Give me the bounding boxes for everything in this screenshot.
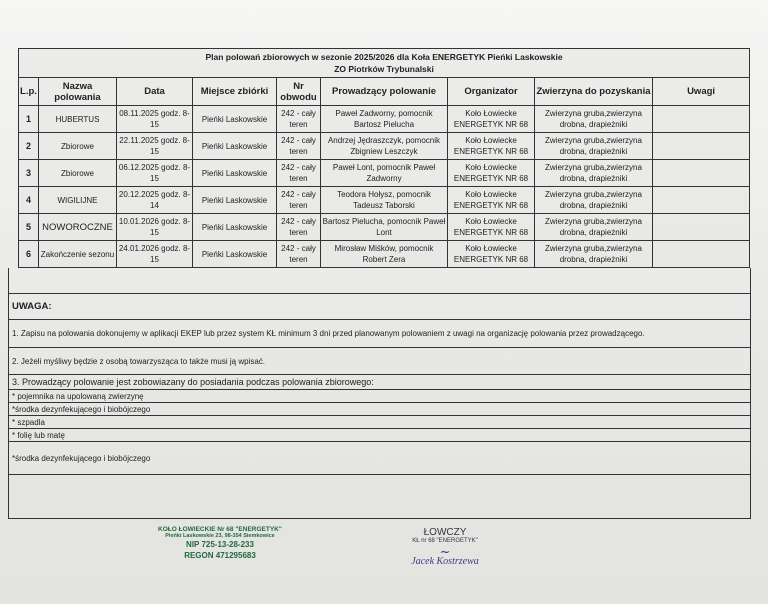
table-cell: Koło Łowiecke ENERGETYK NR 68 <box>448 106 535 133</box>
table-cell: 24.01.2026 godz. 8-15 <box>117 241 193 268</box>
note-3: 3. Prowadzący polowanie jest zobowiazany do posiadania podczas polowania zbiorowego: <box>9 375 750 390</box>
table-cell: 242 - cały teren <box>277 106 321 133</box>
table-cell: Zwierzyna gruba,zwierzyna drobna, drapieżniki <box>535 160 653 187</box>
table-cell: Pieńki Laskowskie <box>193 160 277 187</box>
table-cell: 6 <box>19 241 39 268</box>
column-header: Data <box>117 78 193 106</box>
table-cell: 22.11.2025 godz. 8-15 <box>117 133 193 160</box>
table-cell <box>653 133 750 160</box>
table-row <box>19 187 750 214</box>
table-cell: Bartosz Pielucha, pomocnik Paweł Lont <box>321 214 448 241</box>
table-title: Plan polowań zbiorowych w sezonie 2025/2026 dla Koła ENERGETYK Pieńki Laskowskie ZO Piotrków Trybunalski <box>19 49 750 78</box>
table-cell: Zwierzyna gruba,zwierzyna drobna, drapieżniki <box>535 187 653 214</box>
table-cell: 242 - cały teren <box>277 160 321 187</box>
hunt-plan-table <box>18 48 750 268</box>
column-header: Zwierzyna do pozyskania <box>535 78 653 106</box>
column-header: L.p. <box>19 78 39 106</box>
table-cell: 1 <box>19 106 39 133</box>
table-cell: 242 - cały teren <box>277 241 321 268</box>
table-cell: 4 <box>19 187 39 214</box>
table-cell <box>653 214 750 241</box>
note-item: * folię lub matę <box>9 429 750 442</box>
table-row <box>19 214 750 241</box>
table-cell: Mirosław Miśków, pomocnik Robert Zera <box>321 241 448 268</box>
table-cell: 3 <box>19 160 39 187</box>
table-cell: Pieńki Laskowskie <box>193 106 277 133</box>
table-cell: 242 - cały teren <box>277 187 321 214</box>
table-cell: Pieńki Laskowskie <box>193 241 277 268</box>
table-cell: 2 <box>19 133 39 160</box>
table-cell: Zwierzyna gruba,zwierzyna drobna, drapieżniki <box>535 241 653 268</box>
table-cell: Koło Łowiecke ENERGETYK NR 68 <box>448 160 535 187</box>
table-cell <box>653 241 750 268</box>
column-header: Uwagi <box>653 78 750 106</box>
table-cell: WIGILIJNE <box>39 187 117 214</box>
table-cell: 5 <box>19 214 39 241</box>
table-cell: Zwierzyna gruba,zwierzyna drobna, drapieżniki <box>535 133 653 160</box>
table-cell: Zwierzyna gruba,zwierzyna drobna, drapieżniki <box>535 106 653 133</box>
table-cell: 20.12.2025 godz. 8-14 <box>117 187 193 214</box>
table-cell <box>653 160 750 187</box>
note-1: 1. Zapisu na polowania dokonujemy w aplikacji EKEP lub przez system KŁ minimum 3 dni przed planowanym polowaniem z uwagi na organizację polowania przez prowadzącego. <box>9 320 750 348</box>
table-cell: Zbiorowe <box>39 133 117 160</box>
table-cell: Pieńki Laskowskie <box>193 187 277 214</box>
header-row <box>19 78 750 106</box>
note-item: * szpadla <box>9 416 750 429</box>
club-stamp: KOŁO ŁOWIECKIE Nr 68 "ENERGETYK" Pieńki Laskowskie 23, 98-354 Siemkowice NIP 725-13-28-233 REGON 471295683 <box>158 526 282 560</box>
note-2: 2. Jeżeli myśliwy będzie z osobą towarzysząca to także musi ją wpisać. <box>9 348 750 375</box>
column-header: Prowadzący polowanie <box>321 78 448 106</box>
table-cell: Zwierzyna gruba,zwierzyna drobna, drapieżniki <box>535 214 653 241</box>
table-cell: Teodora Hołysz, pomocnik Tadeusz Taborski <box>321 187 448 214</box>
table-cell: Koło Łowiecke ENERGETYK NR 68 <box>448 241 535 268</box>
table-cell: Koło Łowiecke ENERGETYK NR 68 <box>448 133 535 160</box>
table-cell <box>653 187 750 214</box>
signature-block: ŁOWCZY KŁ nr 68 "ENERGETYK" ~ Jacek Kostrzewa <box>385 527 505 567</box>
table-cell: Paweł Lont, pomocnik Paweł Zadworny <box>321 160 448 187</box>
table-cell: Pieńki Laskowskie <box>193 133 277 160</box>
table-cell: Koło Łowiecke ENERGETYK NR 68 <box>448 187 535 214</box>
table-cell: 10.01.2026 godz. 8-15 <box>117 214 193 241</box>
table-cell: Koło Łowiecke ENERGETYK NR 68 <box>448 214 535 241</box>
notes-heading: UWAGA: <box>9 294 750 320</box>
table-cell: NOWOROCZNE <box>39 214 117 241</box>
table-cell: Zbiorowe <box>39 160 117 187</box>
table-cell: 08.11.2025 godz. 8-15 <box>117 106 193 133</box>
table-cell: Andrzej Jędraszczyk, pomocnik Zbigniew Leszczyk <box>321 133 448 160</box>
table-cell <box>653 106 750 133</box>
table-cell: 242 - cały teren <box>277 133 321 160</box>
table-cell: Pieńki Laskowskie <box>193 214 277 241</box>
note-item: * pojemnika na upolowaną zwierzynę <box>9 390 750 403</box>
notes-section <box>8 268 751 519</box>
note-item: *środka dezynfekującego i biobójczego <box>9 442 750 475</box>
column-header: Miejsce zbiórki <box>193 78 277 106</box>
table-row <box>19 106 750 133</box>
column-header: Nr obwodu <box>277 78 321 106</box>
table-row <box>19 160 750 187</box>
table-row <box>19 133 750 160</box>
table-cell: 242 - cały teren <box>277 214 321 241</box>
table-cell: HUBERTUS <box>39 106 117 133</box>
column-header: Nazwa polowania <box>39 78 117 106</box>
table-cell: Paweł Zadworny, pomocnik Bartosz Pielucha <box>321 106 448 133</box>
table-row <box>19 241 750 268</box>
column-header: Organizator <box>448 78 535 106</box>
handwritten-signature: ~ <box>439 545 451 560</box>
table-cell: 06.12.2025 godz. 8-15 <box>117 160 193 187</box>
note-item: *środka dezynfekującego i biobójczego <box>9 403 750 416</box>
table-cell: Zakończenie sezonu <box>39 241 117 268</box>
